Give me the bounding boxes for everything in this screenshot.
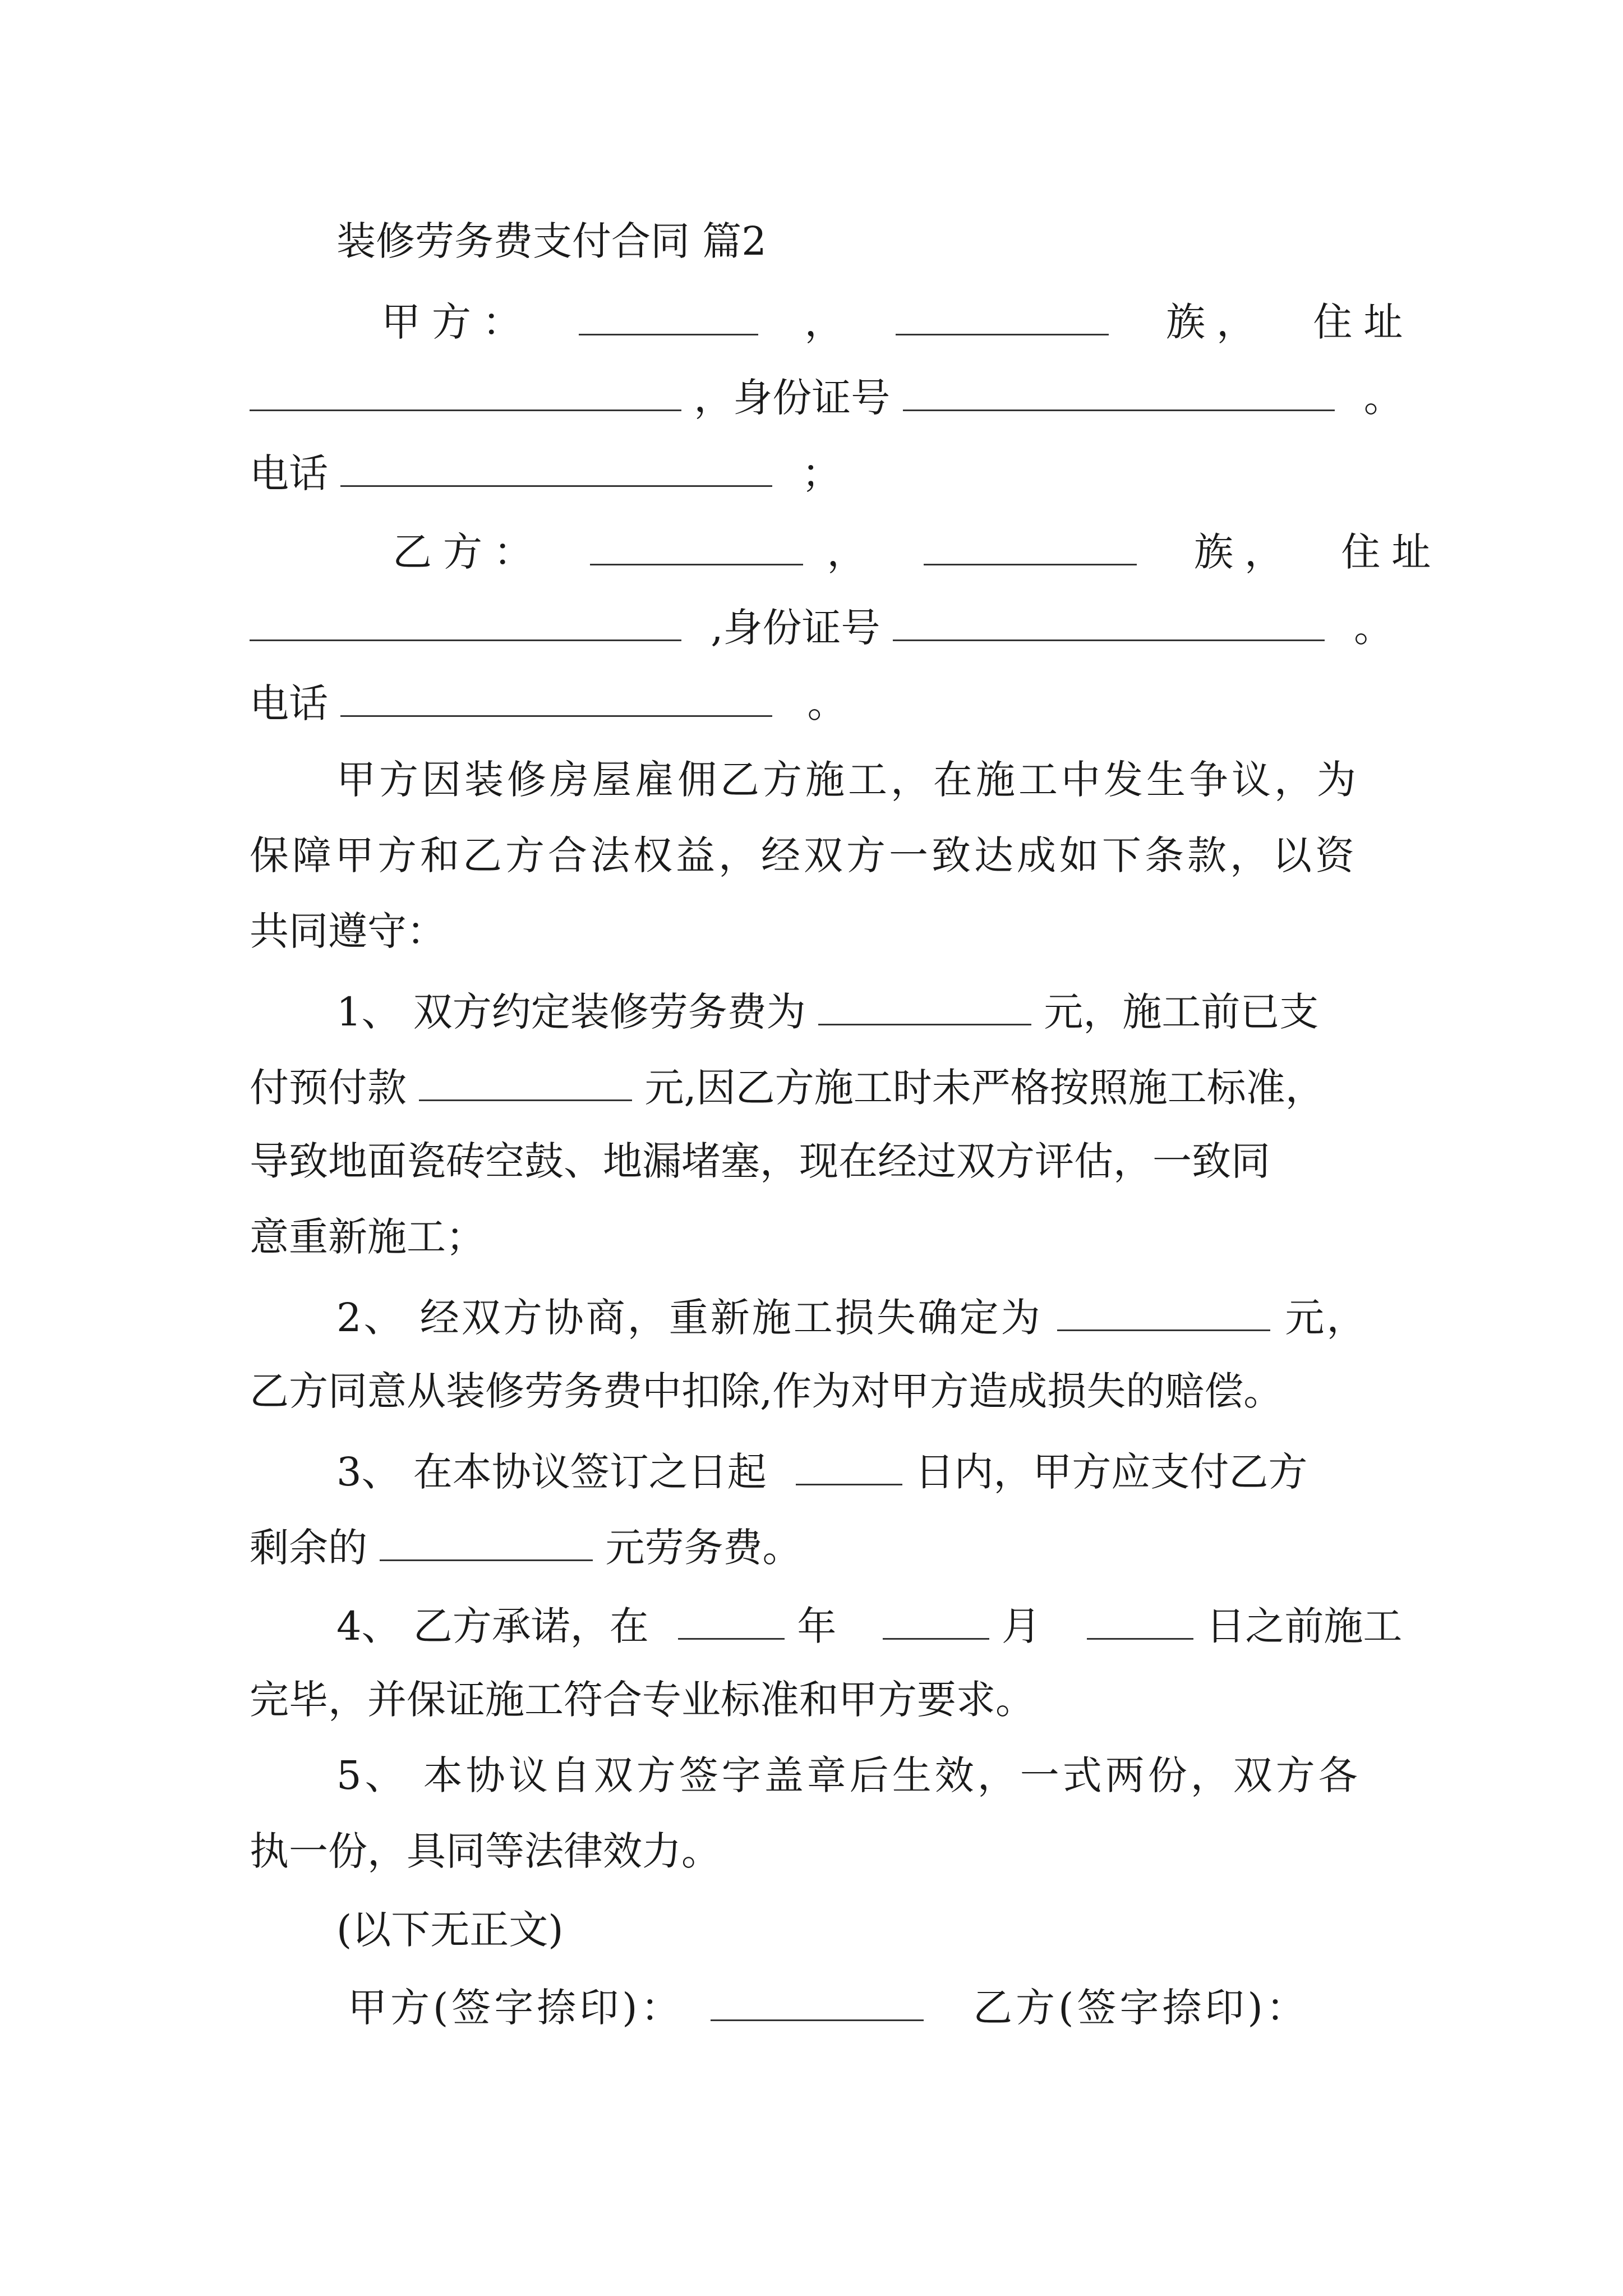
- party-b-ethnic-blank: [924, 524, 1137, 565]
- party-b-address-blank: [250, 600, 681, 641]
- clause-4-text-b: 年: [797, 1603, 837, 1649]
- party-b-id-blank: [893, 600, 1325, 641]
- clause-1-fee-blank: [818, 984, 1031, 1025]
- clause-3-line-2: [250, 1520, 1391, 1571]
- clause-3-remaining-blank: [380, 1520, 593, 1561]
- clause-1-text-d: 元,因乙方施工时未严格按照施工标准，: [644, 1065, 1325, 1111]
- title-text: 装修劳务费支付合同 篇2: [336, 218, 767, 264]
- party-a-signature-label: 甲方(签字捺印)：: [348, 1985, 684, 2031]
- party-b-line-3: [250, 676, 1391, 726]
- clause-3-text-c: 剩余的: [250, 1525, 367, 1571]
- clause-4-year-blank: [678, 1599, 785, 1640]
- clause-2-line-2: [250, 1366, 1391, 1416]
- intro-line-2: [250, 830, 1391, 881]
- party-a-address-blank: [250, 370, 681, 411]
- party-a-label: 甲方：: [381, 299, 533, 345]
- clause-3-text-d: 元劳务费。: [605, 1525, 802, 1571]
- intro-text-3: 共同遵守：: [250, 908, 446, 954]
- clause-1-text-f: 意重新施工；: [250, 1214, 485, 1260]
- clause-1-line-1: [336, 984, 1391, 1035]
- party-a-address-label: 住址: [1313, 299, 1414, 345]
- signature-line: [348, 1980, 1391, 2031]
- intro-line-1: [336, 754, 1391, 805]
- clause-4-text-c: 月: [1001, 1603, 1041, 1649]
- intro-line-3: [250, 906, 1391, 956]
- party-a-name-blank: [579, 295, 758, 335]
- clause-1-text-c: 付预付款: [250, 1065, 407, 1111]
- clause-5-text-a: 5、 本协议自双方签字盖章后生效，一式两份，双方各: [336, 1752, 1361, 1798]
- clause-3-days-blank: [796, 1444, 902, 1485]
- clause-4-text-a: 4、 乙方承诺，在: [336, 1603, 649, 1649]
- clause-4-line-2: [250, 1674, 1391, 1725]
- clause-1-text-b: 元，施工前已支: [1044, 989, 1319, 1035]
- party-a-signature-blank: [711, 1980, 924, 2021]
- no-more-text: (以下无正文): [336, 1907, 564, 1953]
- clause-1-line-3: [250, 1136, 1391, 1186]
- clause-4-day-blank: [1087, 1599, 1193, 1640]
- clause-5-line-2: [250, 1826, 1391, 1876]
- clause-1-text-a: 1、 双方约定装修劳务费为: [336, 989, 806, 1035]
- clause-5-line-1: [336, 1750, 1391, 1801]
- clause-1-prepay-blank: [419, 1060, 632, 1101]
- party-b-label: 乙方：: [393, 529, 544, 575]
- clause-2-text-c: 乙方同意从装修劳务费中扣除,作为对甲方造成损失的赔偿。: [250, 1368, 1283, 1414]
- clause-4-month-blank: [883, 1599, 989, 1640]
- no-more-text-line: [336, 1904, 1478, 1955]
- document-title: [336, 216, 1478, 266]
- clause-2-text-a: 2、 经双方协商，重新施工损失确定为: [336, 1295, 1043, 1341]
- clause-2-line-1: [336, 1290, 1391, 1341]
- party-b-end: 。: [1354, 605, 1394, 651]
- party-a-line-1: [381, 295, 1414, 345]
- clause-1-text-e: 导致地面瓷砖空鼓、地漏堵塞，现在经过双方评估，一致同: [250, 1138, 1270, 1184]
- intro-text-2: 保障甲方和乙方合法权益，经双方一致达成如下条款，以资: [250, 832, 1358, 878]
- party-a-phone-end: ；: [801, 450, 841, 496]
- party-b-phone-blank: [340, 676, 772, 717]
- intro-text-1: 甲方因装修房屋雇佣乙方施工，在施工中发生争议，为: [336, 757, 1359, 803]
- party-a-id-label: ，身份证号: [694, 375, 891, 421]
- party-b-phone-end: 。: [807, 680, 847, 726]
- clause-2-loss-blank: [1057, 1290, 1270, 1331]
- party-a-id-blank: [903, 370, 1335, 411]
- party-b-sep: ，: [827, 529, 878, 575]
- party-b-signature-label: 乙方(签字捺印)：: [973, 1985, 1309, 2031]
- party-a-phone-label: 电话: [250, 450, 328, 496]
- party-b-line-1: [393, 524, 1442, 575]
- clause-2-text-b: 元，: [1285, 1295, 1368, 1341]
- party-b-id-label: ,身份证号: [711, 605, 880, 651]
- party-a-end: 。: [1363, 375, 1403, 421]
- clause-4-text-d: 日之前施工: [1206, 1603, 1403, 1649]
- party-b-address-label: 住址: [1341, 529, 1442, 575]
- party-a-line-3: [250, 446, 1391, 496]
- party-a-line-2: [250, 370, 1403, 421]
- party-a-phone-blank: [340, 446, 772, 487]
- party-a-ethnic: 族，: [1166, 299, 1267, 345]
- clause-5-text-b: 执一份，具同等法律效力。: [250, 1828, 721, 1874]
- party-b-line-2: [250, 600, 1394, 651]
- clause-3-text-a: 3、 在本协议签订之日起: [336, 1449, 767, 1495]
- party-a-ethnic-blank: [896, 295, 1109, 335]
- party-b-ethnic: 族，: [1194, 529, 1295, 575]
- clause-4-line-1: [336, 1599, 1403, 1649]
- clause-3-text-b: 日内，甲方应支付乙方: [915, 1449, 1308, 1495]
- clause-4-text-e: 完毕，并保证施工符合专业标准和甲方要求。: [250, 1677, 1035, 1723]
- clause-1-line-4: [250, 1212, 1391, 1262]
- party-b-name-blank: [590, 524, 803, 565]
- clause-3-line-1: [336, 1444, 1391, 1495]
- clause-1-line-2: [250, 1060, 1391, 1111]
- party-a-sep: ，: [804, 299, 855, 345]
- party-b-phone-label: 电话: [250, 680, 328, 726]
